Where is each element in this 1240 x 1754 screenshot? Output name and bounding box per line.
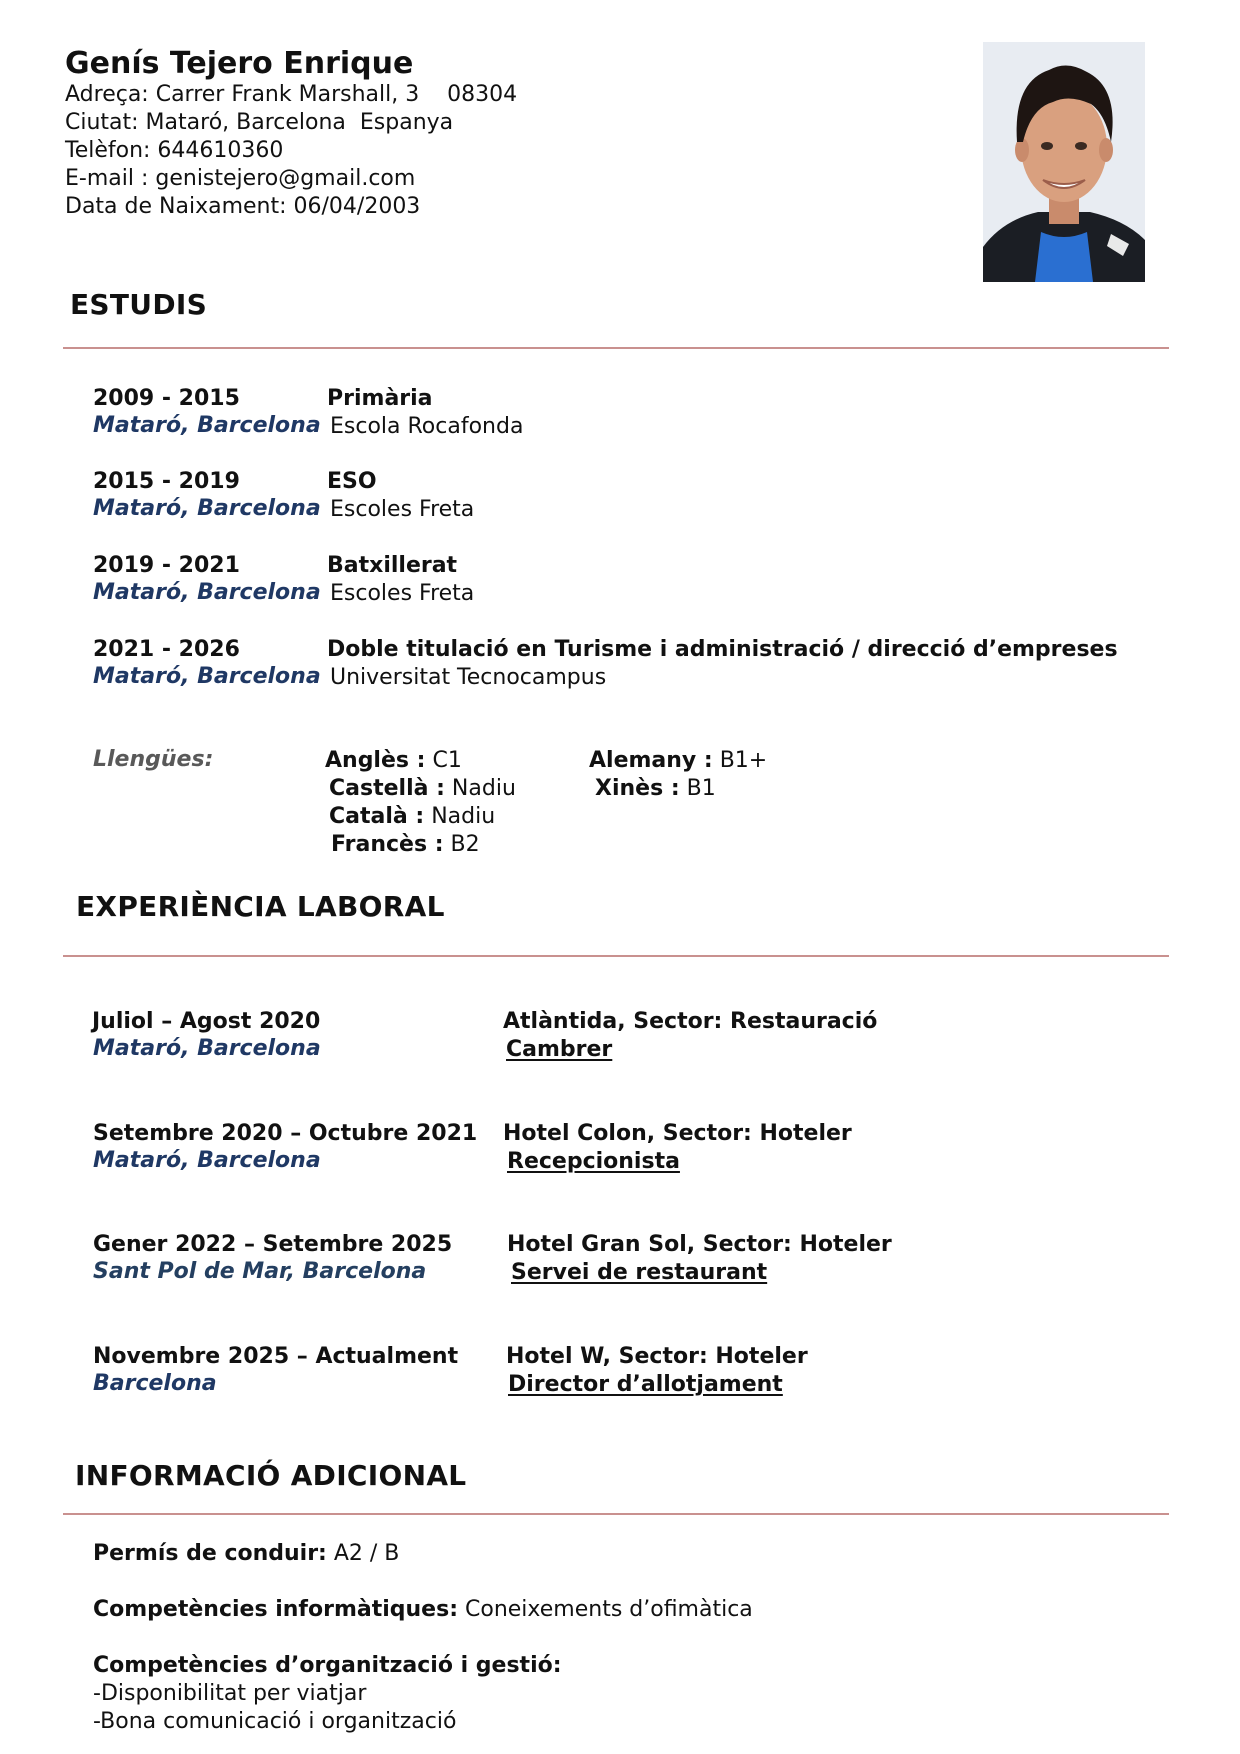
languages-label: Llengües:	[93, 747, 214, 772]
it-skills-label: Competències informàtiques:	[93, 1597, 458, 1622]
study-place: Mataró, Barcelona	[93, 580, 321, 605]
it-skills	[93, 1596, 753, 1624]
study-years: 2015 - 2019	[93, 469, 240, 494]
organization-skill-item: -Disponibilitat per viatjar	[93, 1681, 367, 1706]
city-line: Ciutat: Mataró, Barcelona Espanya	[65, 110, 454, 135]
organization-skills-label: Competències d’organització i gestió:	[93, 1653, 562, 1678]
study-title: Primària	[327, 386, 433, 411]
organization-skill-item: -Bona comunicació i organització	[93, 1709, 457, 1734]
profile-photo	[983, 42, 1145, 282]
address-line: Adreça: Carrer Frank Marshall, 3 08304	[65, 82, 518, 107]
job-company: Atlàntida, Sector: Restauració	[503, 1009, 878, 1034]
driving-license-value: A2 / B	[326, 1541, 400, 1566]
language-name: Alemany :	[589, 748, 713, 773]
candidate-name: Genís Tejero Enrique	[65, 46, 414, 81]
language-item	[331, 831, 480, 859]
section-divider	[63, 955, 1169, 957]
study-years: 2021 - 2026	[93, 637, 240, 662]
study-title: Batxillerat	[327, 553, 458, 578]
section-heading-experience: EXPERIÈNCIA LABORAL	[76, 890, 445, 923]
language-level: B1	[686, 776, 716, 801]
study-place: Mataró, Barcelona	[93, 664, 321, 689]
study-place: Mataró, Barcelona	[93, 496, 321, 521]
section-heading-additional: INFORMACIÓ ADICIONAL	[75, 1459, 467, 1492]
birthdate-line: Data de Naixament: 06/04/2003	[65, 194, 421, 219]
language-item	[595, 775, 716, 803]
language-level: B2	[450, 832, 480, 857]
language-name: Català :	[329, 804, 425, 829]
job-company: Hotel Gran Sol, Sector: Hoteler	[507, 1232, 892, 1257]
study-school: Escoles Freta	[330, 497, 475, 522]
language-name: Castellà :	[329, 776, 445, 801]
job-place: Mataró, Barcelona	[93, 1148, 321, 1173]
language-level: C1	[432, 748, 462, 773]
job-place: Sant Pol de Mar, Barcelona	[93, 1259, 427, 1284]
job-period: Juliol – Agost 2020	[92, 1009, 321, 1034]
language-level: B1+	[719, 748, 768, 773]
study-school: Universitat Tecnocampus	[330, 665, 607, 690]
job-period: Novembre 2025 – Actualment	[93, 1344, 459, 1369]
job-place: Barcelona	[93, 1371, 217, 1396]
phone-line: Telèfon: 644610360	[65, 138, 284, 163]
section-heading-studies: ESTUDIS	[70, 288, 208, 321]
study-years: 2019 - 2021	[93, 553, 240, 578]
language-name: Xinès :	[595, 776, 680, 801]
job-company: Hotel Colon, Sector: Hoteler	[503, 1121, 852, 1146]
driving-license-label: Permís de conduir:	[93, 1541, 327, 1566]
job-period: Setembre 2020 – Octubre 2021	[93, 1121, 478, 1146]
study-title: ESO	[327, 469, 377, 494]
language-item	[329, 803, 495, 831]
job-role: Cambrer	[506, 1037, 613, 1062]
language-item	[589, 747, 767, 775]
study-place: Mataró, Barcelona	[93, 413, 321, 438]
language-item	[325, 747, 462, 775]
section-divider	[63, 347, 1169, 349]
job-role: Recepcionista	[507, 1149, 680, 1174]
study-school: Escola Rocafonda	[330, 414, 524, 439]
study-school: Escoles Freta	[330, 581, 475, 606]
study-title: Doble titulació en Turisme i administració / direcció d’empreses	[327, 637, 1118, 662]
language-name: Francès :	[331, 832, 444, 857]
language-level: Nadiu	[431, 804, 496, 829]
language-item	[329, 775, 516, 803]
job-period: Gener 2022 – Setembre 2025	[93, 1232, 453, 1257]
email-line: E-mail : genistejero@gmail.com	[65, 166, 416, 191]
job-role: Director d’allotjament	[508, 1372, 783, 1397]
job-company: Hotel W, Sector: Hoteler	[506, 1344, 808, 1369]
job-place: Mataró, Barcelona	[93, 1036, 321, 1061]
study-years: 2009 - 2015	[93, 386, 240, 411]
language-level: Nadiu	[451, 776, 516, 801]
section-divider	[63, 1513, 1169, 1515]
driving-license	[93, 1540, 399, 1568]
language-name: Anglès :	[325, 748, 426, 773]
it-skills-value: Coneixements d’ofimàtica	[458, 1597, 753, 1622]
job-role: Servei de restaurant	[511, 1260, 768, 1285]
